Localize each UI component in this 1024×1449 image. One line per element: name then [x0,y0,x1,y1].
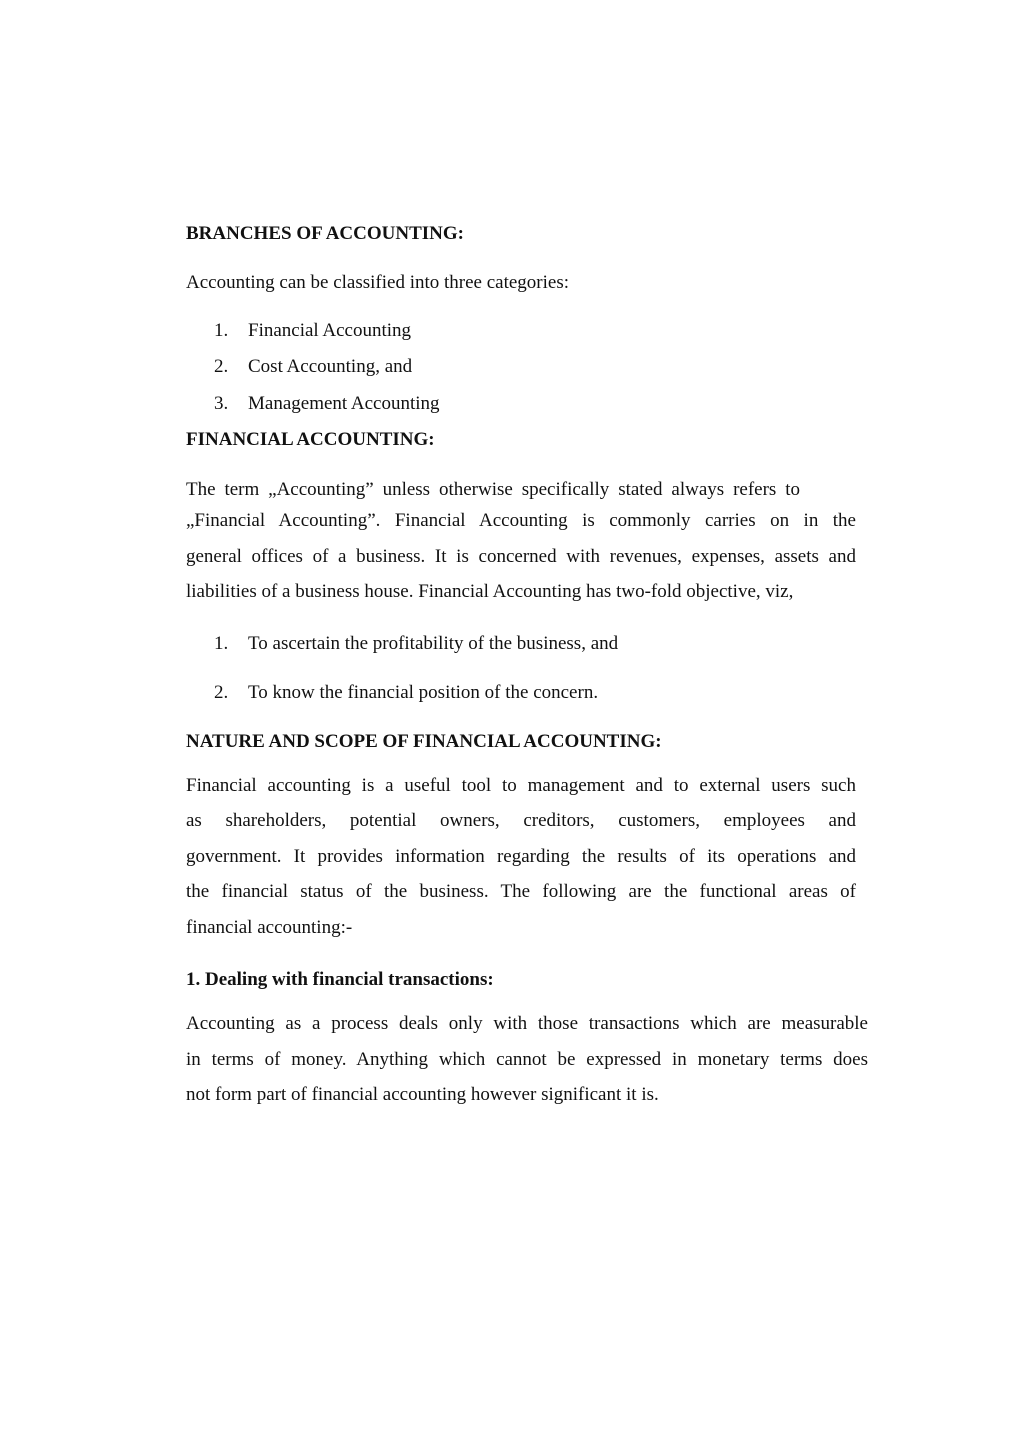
financial-heading: FINANCIAL ACCOUNTING: [186,429,435,450]
nature-paragraph-line: the financial status of the business. The following are the functional areas of [186,881,856,902]
objective-list-item [214,632,618,656]
list-text: Management Accounting [248,393,440,414]
nature-paragraph-line: Financial accounting is a useful tool to management and to external users such [186,775,856,796]
list-text: Financial Accounting [248,320,412,341]
list-text: Cost Accounting, and [248,356,413,377]
nature-paragraph-line: government. It provides information regarding the results of its operations and [186,846,856,867]
nature-paragraph-line: as shareholders, potential owners, creditors, customers, employees and [186,810,856,831]
dealing-paragraph-line: Accounting as a process deals only with those transactions which are measurable [186,1013,868,1034]
financial-paragraph-line: „Financial Accounting”. Financial Accounting is commonly carries on in the [186,510,856,531]
list-text: To ascertain the profitability of the business, and [248,633,619,654]
nature-heading: NATURE AND SCOPE OF FINANCIAL ACCOUNTING: [186,731,662,752]
dealing-paragraph-line: not form part of financial accounting however significant it is. [186,1084,659,1105]
list-number: 3. [214,393,229,414]
list-number: 1. [214,320,229,341]
branches-list-item [214,319,411,343]
financial-paragraph-line: general offices of a business. It is concerned with revenues, expenses, assets and [186,546,856,567]
branches-list-item [214,355,412,379]
list-number: 2. [214,682,229,703]
branches-list-item [214,392,440,416]
objective-list-item [214,681,598,705]
financial-paragraph-line: The term „Accounting” unless otherwise specifically stated always refers to [186,479,800,500]
list-number: 1. [214,633,229,654]
list-number: 2. [214,356,229,377]
branches-heading: BRANCHES OF ACCOUNTING: [186,223,464,244]
dealing-heading: 1. Dealing with financial transactions: [186,969,494,990]
branches-intro: Accounting can be classified into three categories: [186,272,570,293]
dealing-paragraph-line: in terms of money. Anything which cannot be expressed in monetary terms does [186,1049,868,1070]
nature-paragraph-line: financial accounting:- [186,917,353,938]
financial-paragraph-line: liabilities of a business house. Financial Accounting has two-fold objective, viz, [186,581,794,602]
list-text: To know the financial position of the concern. [248,682,599,703]
